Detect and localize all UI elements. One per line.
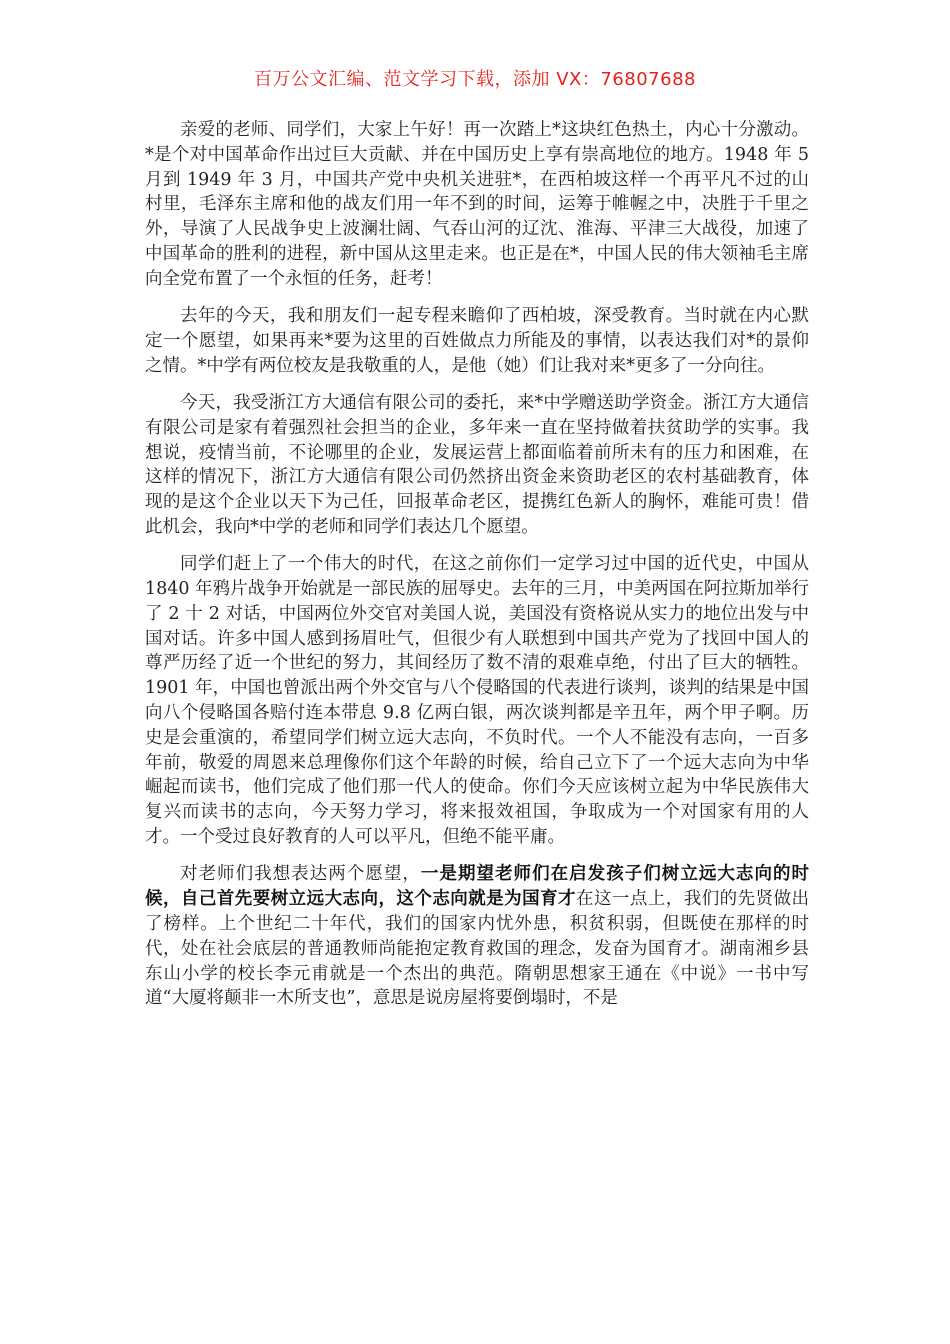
paragraph-2: 去年的今天，我和朋友们一起专程来瞻仰了西柏坡，深受教育。当时就在内心默定一个愿望，如果再来*要为这里的百姓做点力所能及的事情，以表达我们对*的景仰之情。*中学有两位校友是我敬重的人，是他（她）们让我对来*更多了一分向往。: [145, 306, 809, 376]
paragraph-5-rest: 在这一点上，我们的先贤做出了榜样。上个世纪二十年代，我们的国家内忧外患，积贫积弱，但既使在那样的时代，处在社会底层的普通教师尚能抱定教育救国的理念，发奋为国育才。湖南湘乡县东山小学的校长李元甫就是一个杰出的典范。隋朝思想家王通在《中说》一书中写道“大厦将颠非一木所支也”，意思是说房屋将要倒塌时，不是: [145, 889, 809, 1009]
paragraph-1: 亲爱的老师、同学们，大家上午好！再一次踏上*这块红色热土，内心十分激动。*是个对中国革命作出过巨大贡献、并在中国历史上享有崇高地位的地方。1948 年 5 月到 1949 年 3 月，中国共产党中央机关进驻*，在西柏坡这样一个再平凡不过的山村里，毛泽东主席和他的战友们用一年不到的时间，运筹于帷幄之中，决胜于千里之外，导演了人民战争史上波澜壮阔、气吞山河的辽沈、淮海、平津三大战役，加速了中国革命的胜利的进程，新中国从这里走来。也正是在*，中国人民的伟大领袖毛主席向全党布置了一个永恒的任务，赶考！: [145, 120, 809, 289]
paragraph-3: 今天，我受浙江方大通信有限公司的委托，来*中学赠送助学资金。浙江方大通信有限公司是家有着强烈社会担当的企业，多年来一直在坚持做着扶贫助学的实事。我想说，疫情当前，不论哪里的企业，发展运营上都面临着前所未有的压力和困难，在这样的情况下，浙江方大通信有限公司仍然挤出资金来资助老区的农村基础教育，体现的是这个企业以天下为己任，回报革命老区，提携红色新人的胸怀，难能可贵！借此机会，我向*中学的老师和同学们表达几个愿望。: [145, 392, 809, 537]
paragraph-5-lead: 对老师们我想表达两个愿望，: [180, 864, 421, 885]
paragraph-5-bold: 一是期望老师们在启发孩子们树立远大志向的时候，自己首先要树立远大志向，这个志向就是为国育才: [145, 864, 810, 910]
document-body: [145, 118, 809, 1024]
page-header-banner: 百万公文汇编、范文学习下载，添加 VX：76807688: [254, 69, 696, 90]
paragraph-4: 同学们赶上了一个伟大的时代，在这之前你们一定学习过中国的近代史，中国从 1840 年鸦片战争开始就是一部民族的屈辱史。去年的三月，中美两国在阿拉斯加举行了 2 十 2 对话，中国两位外交官对美国人说，美国没有资格说从实力的地位出发与中国对话。许多中国人感到扬眉吐气，但很少有人联想到中国共产党为了找回中国人的尊严历经了近一个世纪的努力，其间经历了数不清的艰难卓绝，付出了巨大的牺牲。1901 年，中国也曾派出两个外交官与八个侵略国的代表进行谈判，谈判的结果是中国向八个侵略国各赔付连本带息 9.8 亿两白银，两次谈判都是辛丑年，两个甲子啊。历史是会重演的，希望同学们树立远大志向，不负时代。一个人不能没有志向，一百多年前，敬爱的周恩来总理像你们这个年龄的时候，给自己立下了一个远大志向为中华崛起而读书，他们完成了他们那一代人的使命。你们今天应该树立起为中华民族伟大复兴而读书的志向，今天努力学习，将来报效祖国，争取成为一个对国家有用的人才。一个受过良好教育的人可以平凡，但绝不能平庸。: [145, 554, 809, 848]
paragraph-5: [145, 862, 809, 1011]
